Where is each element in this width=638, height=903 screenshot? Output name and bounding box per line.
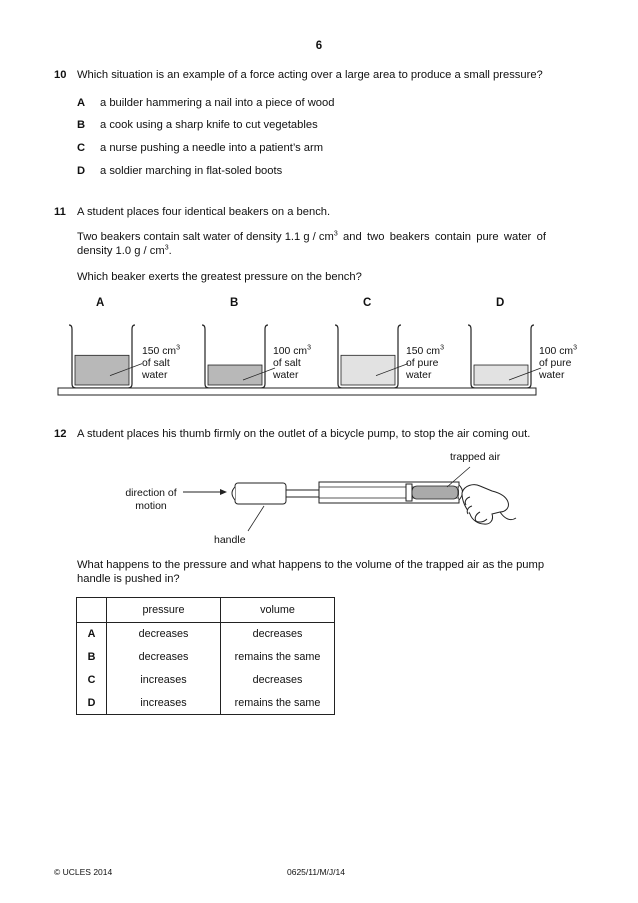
trapped-air-region — [412, 486, 458, 499]
table-row — [77, 646, 335, 669]
q10-stem: Which situation is an example of a force acting over a large area to produce a small pressure? — [77, 69, 543, 81]
q10-option-a-letter: A — [77, 97, 86, 109]
beaker-a-line3: water — [142, 370, 168, 381]
table-header-cell: volume — [221, 598, 335, 623]
table-row — [77, 623, 335, 646]
table-cell-letter: B — [77, 646, 107, 669]
table-header-cell — [77, 598, 107, 623]
table-row — [77, 692, 335, 715]
q10-option-a-text: a builder hammering a nail into a piece of wood — [100, 97, 335, 109]
pump-rod — [286, 490, 319, 497]
table-cell: increases — [107, 669, 221, 692]
pump-piston — [406, 484, 412, 501]
table-cell: decreases — [107, 646, 221, 669]
beaker-c-volume: 150 cm — [406, 346, 441, 357]
beaker-c-letter: C — [363, 297, 372, 309]
q10-option-b-text: a cook using a sharp knife to cut vegetables — [100, 119, 318, 131]
table-cell-letter: A — [77, 623, 107, 646]
pump-handle — [235, 483, 286, 504]
direction-arrow-head — [220, 489, 227, 495]
q11-line3b: . — [168, 245, 172, 257]
beaker-b-letter: B — [230, 297, 239, 309]
table-cell: decreases — [221, 669, 335, 692]
page-number: 6 — [315, 40, 323, 52]
beaker-c-line3: water — [406, 370, 432, 381]
q10-option-b-letter: B — [77, 119, 86, 131]
table-header-row — [77, 598, 335, 623]
beaker-a-letter: A — [96, 297, 105, 309]
table-cell: decreases — [107, 623, 221, 646]
table-cell: remains the same — [221, 646, 335, 669]
beaker-d-line3: water — [539, 370, 565, 381]
beaker-d-line2: of pure — [539, 358, 572, 369]
q10-option-d-text: a soldier marching in flat-soled boots — [100, 165, 283, 177]
q11-question: Which beaker exerts the greatest pressure on the bench? — [77, 271, 362, 283]
q11-line1: A student places four identical beakers on a bench. — [77, 206, 331, 218]
footer-copyright: © UCLES 2014 — [54, 867, 113, 877]
beaker-b-line2: of salt — [273, 358, 301, 369]
beaker-b-sup: 3 — [307, 344, 311, 352]
direction-of-motion-label — [114, 487, 188, 513]
direction-label-line1: direction of — [125, 487, 177, 499]
beaker-a-sup: 3 — [176, 344, 180, 352]
q11-line2a: Two beakers contain salt water of density 1.1 g / cm — [77, 231, 334, 243]
q10-option-c-text: a nurse pushing a needle into a patient’s arm — [100, 142, 324, 154]
q12-question-line1: What happens to the pressure and what happens to the volume of the trapped air as the pump — [77, 559, 545, 571]
table-cell: remains the same — [221, 692, 335, 715]
table-cell-letter: C — [77, 669, 107, 692]
beaker-a-volume: 150 cm — [142, 346, 177, 357]
q11-sup-a: 3 — [333, 230, 338, 238]
q12-number: 12 — [54, 428, 67, 440]
table-row — [77, 669, 335, 692]
table-header-cell: pressure — [107, 598, 221, 623]
answer-table — [76, 597, 335, 715]
beaker-c-sup: 3 — [440, 344, 444, 352]
q12-stem: A student places his thumb firmly on the outlet of a bicycle pump, to stop the air coming out. — [77, 428, 531, 440]
beaker-c-line2: of pure — [406, 358, 439, 369]
q10-number: 10 — [54, 69, 67, 81]
q10-option-d-letter: D — [77, 165, 86, 177]
table-cell: decreases — [221, 623, 335, 646]
beaker-d-volume: 100 cm — [539, 346, 574, 357]
table-cell: increases — [107, 692, 221, 715]
beaker-b-volume: 100 cm — [273, 346, 308, 357]
q11-number: 11 — [54, 206, 66, 218]
trapped-air-label: trapped air — [450, 451, 501, 463]
handle-label: handle — [214, 534, 246, 546]
q10-option-c-letter: C — [77, 142, 86, 154]
q11-sup-b: 3 — [164, 244, 169, 252]
direction-label-line2: motion — [135, 500, 167, 512]
q12-question-line2: handle is pushed in? — [77, 573, 180, 585]
beaker-d-letter: D — [496, 297, 505, 309]
beaker-a-line2: of salt — [142, 358, 170, 369]
handle-end-cap — [232, 487, 235, 500]
table-cell-letter: D — [77, 692, 107, 715]
beaker-b-line3: water — [273, 370, 299, 381]
q11-line3a: density 1.0 g / cm — [77, 245, 165, 257]
handle-pointer — [248, 506, 264, 531]
beaker-d-sup: 3 — [573, 344, 577, 352]
footer-paper-code: 0625/11/M/J/14 — [287, 867, 345, 877]
hand-drawing — [462, 485, 516, 524]
q11-line2b: and two beakers contain pure water of — [337, 231, 546, 243]
